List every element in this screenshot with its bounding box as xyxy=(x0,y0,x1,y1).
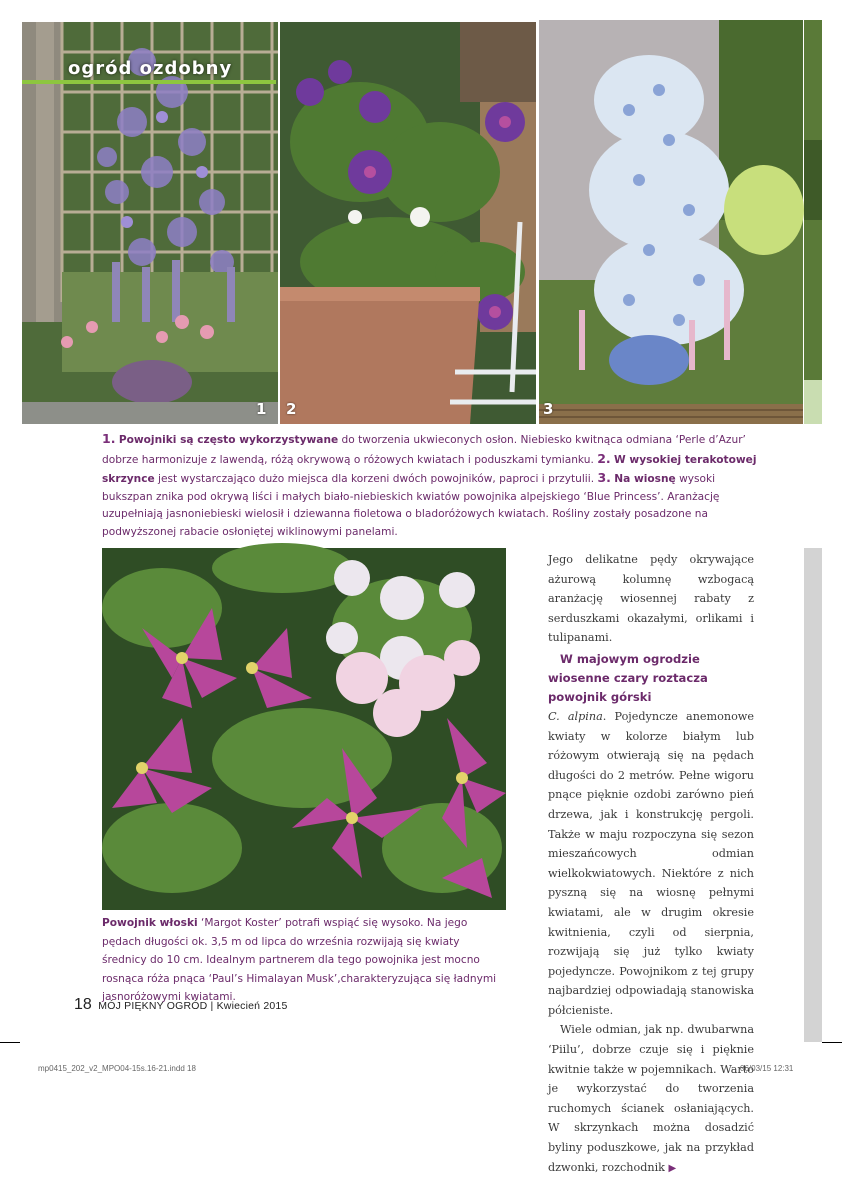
section-label: ogród ozdobny xyxy=(68,58,233,79)
caption-3-text: wysoki bukszpan znika pod okrywą liści i małych biało-niebieskich kwiatów powojnika alpejskiego ‘Blue Princess’. Aranżację uzupełniają jasnoniebieski wielosił i dziewanna fioletowa o bladoróżowych kwiatach. Rośliny zostały posadzone na podwyższonej rabacie osłoniętej wiklinowymi panelami. xyxy=(102,473,720,538)
article-paragraph-1: Jego delikatne pędy okrywające ażurową kolumnę wzbogacą aranżację wiosennej rabaty z serduszkami okazałymi, orlikami i tulipanami. xyxy=(548,553,754,645)
column-photo-illustration xyxy=(539,20,803,424)
photo-number-2: 2 xyxy=(286,400,297,418)
caption-number-2: 2. xyxy=(597,450,611,466)
caption-number-1: 1. xyxy=(102,431,116,446)
photo-clematis-column xyxy=(539,20,803,424)
article-paragraph-3 xyxy=(548,1020,754,1178)
caption-2-text: jest wystarczająco dużo miejsca dla korzeni dwóch powojników, paproci i przytulii. xyxy=(154,473,598,485)
print-slug-date: 06/03/15 12:31 xyxy=(740,1064,794,1073)
photo-terracotta-planter xyxy=(280,22,536,424)
caption-1-lead: Powojniki są często wykorzystywane xyxy=(118,434,339,446)
planter-photo-illustration xyxy=(280,22,536,424)
caption-3-lead: Na wiosnę xyxy=(614,473,676,485)
article-paragraph-2-text: . Pojedyncze anemonowe kwiaty w kolorze białym lub różowym otwierają się na pędach długości do 2 metrów. Pełne wigoru pnące pięknie ozdobi zarówno pień drzewa, jak i konstrukcję pergoli. Także w maju rozpoczyna się sezon mieszańcowych odmian wielkokwiatowych. Niektóre z nich pyszną się na wiosnę pełnymi kwiatami, ale w drugim okresie kwitnienia, czyli od sierpnia, rozwijają się już tylko kwiaty pojedyncze. Powojnikom z tej grupy najbardziej odpowiadają stanowiska półcieniste. xyxy=(548,709,755,1017)
side-tab-bar xyxy=(804,548,822,1042)
caption-1-text: do tworzenia ukwieconych osłon. Niebiesko kwitnąca odmiana ‘Perle d’Azur’ dobrze harmonizuje z lawendą, różą okrywową o różowych kwiatach i poduszkami tymianku. xyxy=(102,434,746,466)
caption-2-lead: W wysokiej terakotowej skrzynce xyxy=(102,453,757,485)
latin-name: C. alpina xyxy=(548,709,603,723)
caption-number-3: 3. xyxy=(597,470,611,485)
big-photo-caption xyxy=(102,914,500,1007)
page-folio xyxy=(74,996,288,1014)
big-caption-text: ‘Margot Koster’ potrafi wspiąć się wysoko. Na jego pędach długości ok. 3,5 m od lipca do września rozwijają się kwiaty średnicy do 10 cm. Idealnym partnerem dla tego powojnika jest mocno rosnąca róża pnąca ‘Paul’s Himalayan Musk’,charakteryzująca się ładnymi jasnoróżowymi kwiatami. xyxy=(102,917,497,1003)
section-label-rule xyxy=(22,80,276,84)
article-subhead: W majowym ogrodzie wiosenne czary roztacza powojnik górski xyxy=(548,651,708,704)
page-number: 18 xyxy=(74,996,92,1013)
photo-number-1: 1 xyxy=(256,400,267,418)
big-caption-lead: Powojnik włoski xyxy=(102,917,198,929)
article-paragraph-3-text: Wiele odmian, jak np. dwubarwna ‘Piilu’, dobrze czuje się i pięknie kwitnie także w pojemnikach. Warto je wykorzystać do tworzenia ruchomych ścianek osłaniających. W skrzynkach można dosadzić byliny poduszkowe, jak na przykład dzwonki, rozchodnik xyxy=(548,1023,754,1174)
adjacent-page-photo-edge xyxy=(804,20,822,424)
magazine-issue: MÓJ PIĘKNY OGRÓD | Kwiecień 2015 xyxy=(98,1000,288,1012)
article-column xyxy=(548,550,754,1178)
crop-mark xyxy=(822,1042,842,1043)
crop-mark xyxy=(0,1042,20,1043)
photo-strip-caption xyxy=(102,430,758,541)
photo-margot-koster xyxy=(102,548,506,910)
article-paragraph-2 xyxy=(548,707,754,1021)
photo-number-3: 3 xyxy=(543,400,554,418)
margot-koster-photo-illustration xyxy=(102,548,506,910)
continue-arrow-icon: ▶ xyxy=(668,1162,677,1174)
print-slug-file: mp0415_202_v2_MPO04-15s.16-21.indd 18 xyxy=(38,1064,196,1073)
